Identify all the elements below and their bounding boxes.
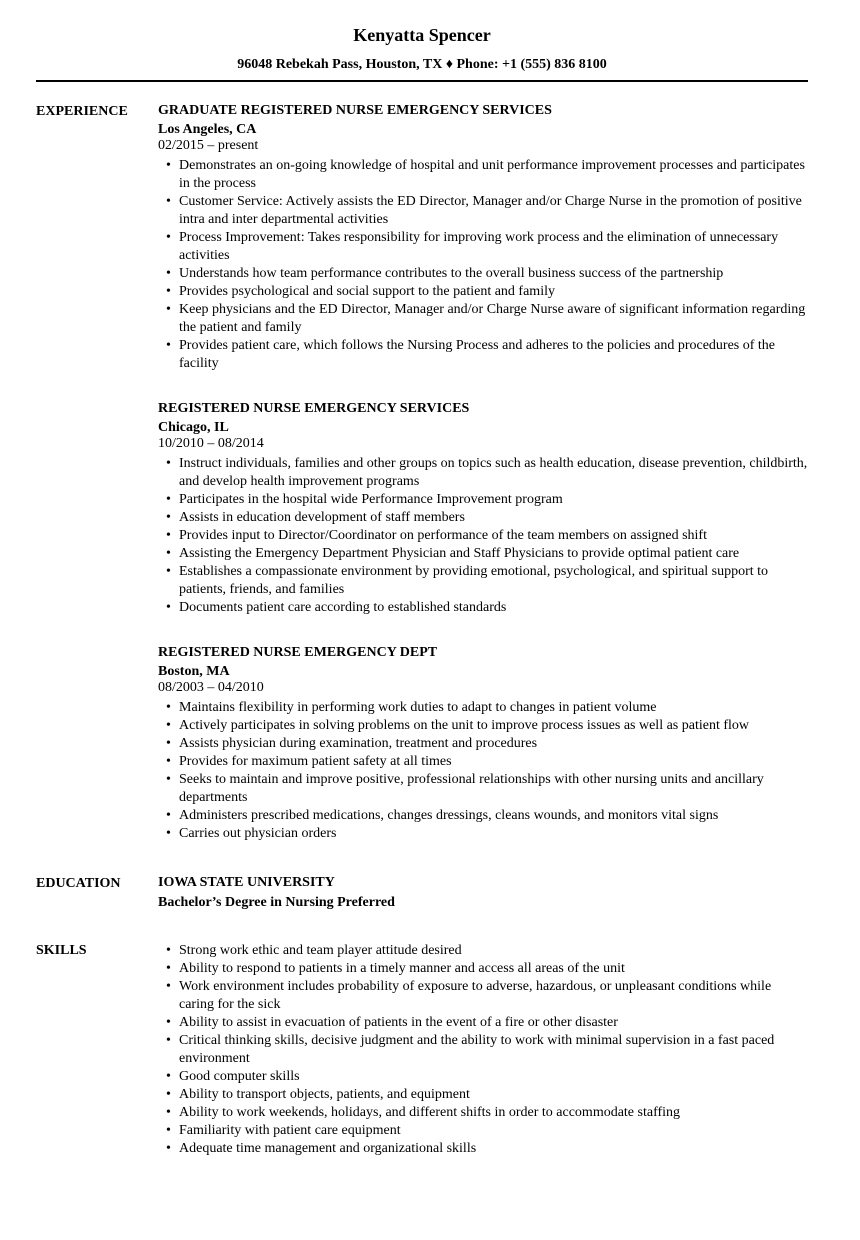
section-education — [36, 875, 808, 910]
job-dates: 10/2010 – 08/2014 — [158, 436, 264, 451]
job-bullet-list — [158, 699, 808, 843]
job-bullet-item: • Seeks to maintain and improve positive, professional relationships with other nursing units and ancillary departments — [158, 771, 808, 807]
job-bullet-item: • Customer Service: Actively assists the ED Director, Manager and/or Charge Nurse in the promotion of positive intra and inter departmental activities — [158, 193, 808, 229]
job-title: REGISTERED NURSE EMERGENCY SERVICES — [158, 401, 470, 416]
skills-bullet-list — [158, 942, 808, 1158]
job-location: Chicago, IL — [158, 420, 229, 435]
skills-bullet-item: • Critical thinking skills, decisive judgment and the ability to work with minimal supervision in a fast paced environment — [158, 1032, 808, 1068]
job-dates: 02/2015 – present — [158, 138, 259, 153]
job-bullet-item: • Carries out physician orders — [158, 825, 808, 843]
job-bullet-item: • Provides for maximum patient safety at all times — [158, 753, 808, 771]
job-bullet-item: • Keep physicians and the ED Director, Manager and/or Charge Nurse aware of significant information regarding the patient and family — [158, 301, 808, 337]
job-entry — [158, 645, 808, 843]
skills-bullet-item: • Familiarity with patient care equipment — [158, 1122, 808, 1140]
job-bullet-item: • Provides input to Director/Coordinator on performance of the team members on assigned shift — [158, 527, 808, 545]
job-bullet-item: • Assists in education development of staff members — [158, 509, 808, 527]
header-divider — [36, 80, 808, 82]
section-skills — [36, 942, 808, 1158]
job-bullet-item: • Process Improvement: Takes responsibility for improving work process and the elimination of unnecessary activities — [158, 229, 808, 265]
experience-content — [158, 103, 808, 843]
job-bullet-item: • Maintains flexibility in performing work duties to adapt to changes in patient volume — [158, 699, 808, 717]
job-bullet-item: • Provides patient care, which follows the Nursing Process and adheres to the policies and procedures of the facility — [158, 337, 808, 373]
job-title: GRADUATE REGISTERED NURSE EMERGENCY SERVICES — [158, 103, 552, 118]
education-content — [158, 875, 808, 910]
job-bullet-item: • Demonstrates an on-going knowledge of hospital and unit performance improvement processes and participates in the process — [158, 157, 808, 193]
job-location: Los Angeles, CA — [158, 122, 257, 137]
job-bullet-item: • Participates in the hospital wide Performance Improvement program — [158, 491, 808, 509]
job-bullet-item: • Documents patient care according to established standards — [158, 599, 808, 617]
section-experience — [36, 103, 808, 843]
skills-bullet-item: • Ability to assist in evacuation of patients in the event of a fire or other disaster — [158, 1014, 808, 1032]
skills-bullet-item: • Strong work ethic and team player attitude desired — [158, 942, 808, 960]
job-entry — [158, 401, 808, 617]
job-bullet-item: • Actively participates in solving problems on the unit to improve process issues as well as patient flow — [158, 717, 808, 735]
job-location: Boston, MA — [158, 664, 230, 679]
skills-bullet-item: • Ability to work weekends, holidays, and different shifts in order to accommodate staffing — [158, 1104, 808, 1122]
skills-content — [158, 942, 808, 1158]
job-bullet-item: • Establishes a compassionate environment by providing emotional, psychological, and spiritual support to patients, friends, and families — [158, 563, 808, 599]
job-bullet-list — [158, 455, 808, 617]
job-bullet-item: • Provides psychological and social support to the patient and family — [158, 283, 808, 301]
job-bullet-item: • Administers prescribed medications, changes dressings, cleans wounds, and monitors vital signs — [158, 807, 808, 825]
section-label-skills: SKILLS — [36, 943, 87, 958]
contact-line: 96048 Rebekah Pass, Houston, TX ♦ Phone: +1 (555) 836 8100 — [237, 57, 607, 72]
section-label-experience: EXPERIENCE — [36, 104, 128, 119]
job-title: REGISTERED NURSE EMERGENCY DEPT — [158, 645, 438, 660]
resume-header — [36, 24, 808, 73]
job-bullet-item: • Assisting the Emergency Department Physician and Staff Physicians to provide optimal patient care — [158, 545, 808, 563]
person-name: Kenyatta Spencer — [353, 25, 491, 45]
job-bullet-item: • Understands how team performance contributes to the overall business success of the partnership — [158, 265, 808, 283]
skills-bullet-item: • Work environment includes probability of exposure to adverse, hazardous, or unpleasant conditions while caring for the sick — [158, 978, 808, 1014]
job-bullet-item: • Instruct individuals, families and other groups on topics such as health education, disease prevention, childbirth, and develop health improvement programs — [158, 455, 808, 491]
job-entry — [158, 103, 808, 373]
skills-bullet-item: • Good computer skills — [158, 1068, 808, 1086]
job-bullet-item: • Assists physician during examination, treatment and procedures — [158, 735, 808, 753]
education-school: IOWA STATE UNIVERSITY — [158, 875, 335, 890]
skills-bullet-item: • Ability to respond to patients in a timely manner and access all areas of the unit — [158, 960, 808, 978]
job-dates: 08/2003 – 04/2010 — [158, 680, 264, 695]
section-label-education: EDUCATION — [36, 876, 121, 891]
skills-bullet-item: • Adequate time management and organizational skills — [158, 1140, 808, 1158]
skills-bullet-item: • Ability to transport objects, patients, and equipment — [158, 1086, 808, 1104]
education-degree: Bachelor’s Degree in Nursing Preferred — [158, 895, 395, 910]
job-bullet-list — [158, 157, 808, 373]
